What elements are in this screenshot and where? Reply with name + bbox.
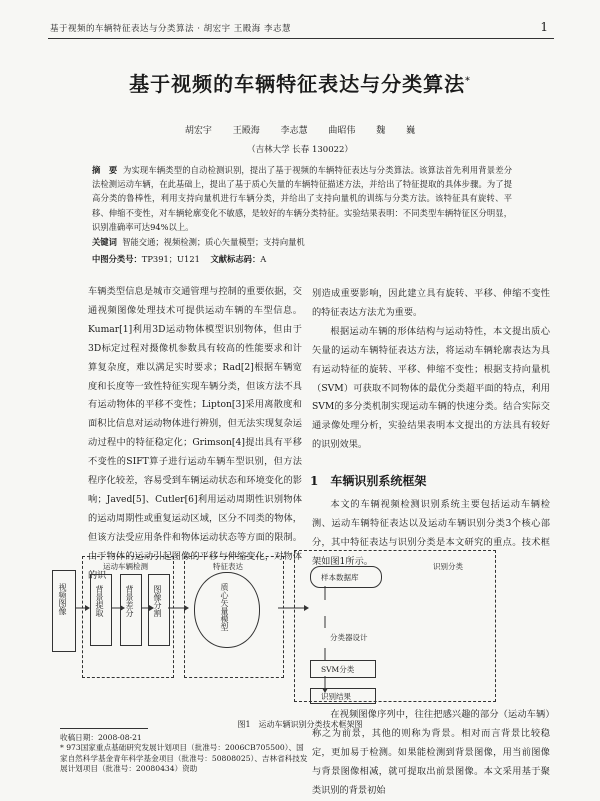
input-video-label: 视频图像 (58, 583, 67, 615)
body-right-para-2: 根据运动车辆的形体结构与运动特性，本文提出质心矢量的运动车辆特征表达方法，将运动车辆轮廓表达为具有运动特征的旋转、平移、伸缩不变性；根据支持向量机（SVM）可获取不同物体的最优分类超平面的特点，利用SVM的多分类机制实现运动车辆的快速分类。结合实际交通录像处理分析，实验结果表明本文提出的方法具有较好的识别效果。 (312, 325, 550, 451)
title-text: 基于视频的车辆特征表达与分类算法 (129, 72, 466, 96)
image-segmentation-box (148, 574, 170, 646)
sample-database-box (310, 566, 382, 588)
body-right-para-3: 本文的车辆视频检测识别系统主要包括运动车辆检测、运动车辆特征表达以及运动车辆识别分类3个核心部分，其中特征表达与识别分类是本文研究的重点。技术框架如图1所示。 (312, 499, 550, 567)
doc-code-label: 文献标志码： (210, 254, 261, 264)
clc-value: TP391；U121 (141, 254, 200, 264)
abstract-label: 摘 要 (92, 165, 118, 175)
keywords (92, 236, 512, 248)
body-right-para-4: 在视频图像序列中，往往把感兴趣的部分（运动车辆）称之为前景，其他的则称为背景。相对而言背景比较稳定，更加易于检测。如果能检测到背景图像，用当前图像与背景图像相减，就可提取出前景图像。本文采用基于聚类识别的背景初始 (312, 709, 550, 796)
background-extraction-label: 背景提取 (95, 585, 104, 617)
background-extraction-box (90, 574, 112, 646)
input-video-box (52, 570, 76, 652)
body-left-paragraph: 车辆类型信息是城市交通管理与控制的重要依据，交通视频图像处理技术可提供运动车辆的车型信息。Kumar[1]利用3D运动物体模型识别物体，但由于3D标定过程对摄像机参数具有较高的性能要求和计算复杂度，难以满足实时要求；Rad[2]根据车辆宽度和长度等一致性特征实现车辆分类，但该方法不具有运动物体的平移不变性；Lipton[3]采用离散度和面积比信息对运动物体进行辨别，但无法实现复杂运动过程中的特征稳定化；Grimson[4]提出具有平移不变性的SIFT算子进行运动车辆车型识别，但方法程序化较差，容易受到车辆运动状态和环境变化的影响；Javed[5]、Cutler[6]利用运动周期性识别物体的运动周期性或重复运动区域，区分不同类的物体，但该方法受应用条件和物体运动状态等方面的限制。由于物体的运动引起图像的平移与伸缩变化，对物体的识 (88, 286, 302, 581)
figure-caption: 图1 运动车辆识别分类技术框架图 (237, 720, 363, 729)
keywords-text: 智能交通；视频检测；质心矢量模型；支持向量机 (122, 237, 305, 247)
keywords-label: 关键词 (92, 237, 117, 247)
received-date: 收稿日期：2008-08-21 (60, 733, 142, 742)
affiliation: （吉林大学 长春 130022） (247, 145, 353, 155)
detection-group-label: 运动车辆检测 (103, 562, 148, 571)
abstract (92, 163, 512, 234)
paper-title (0, 68, 600, 97)
background-diff-label: 背景差分 (125, 585, 134, 617)
recognition-group-label: 识别分类 (433, 562, 463, 571)
body-right-para-1: 别造成重要影响，因此建立具有旋转、平移、伸缩不变性的特征表达方法尤为重要。 (312, 288, 550, 318)
body-right-column (312, 285, 550, 455)
svm-classification-box (310, 660, 376, 678)
footnote (60, 733, 310, 775)
result-box (310, 688, 376, 704)
centroid-vector-label: 质心矢量模型 (220, 583, 229, 631)
doc-code-value: A (260, 254, 267, 264)
title-footnote-mark: * (465, 76, 471, 87)
header-rule (48, 38, 554, 39)
centroid-vector-box (194, 572, 260, 648)
page-number: 1 (540, 20, 548, 34)
figure-1 (48, 548, 554, 708)
author-list: 胡宏宇 王殿海 李志慧 曲昭伟 魏 巍 (184, 126, 416, 136)
classifier-design-label: 分类器设计 (330, 633, 368, 642)
sample-database-label: 样本数据库 (321, 573, 359, 582)
abstract-text: 为实现车辆类型的自动检测识别，提出了基于视频的车辆特征表达与分类算法。该算法首先利用背景差分法检测运动车辆，在此基础上，提出了基于质心矢量的车辆特征描述方法，并给出了特征提取的具体步骤。为了提高分类的鲁棒性，利用支持向量机进行车辆分类，并给出了支持向量机的训练与分类方法。该特征具有旋转、平移、伸缩不变性，对车辆轮廓变化不敏感，是较好的车辆分类特征。实验结果表明：不同类型车辆特征区分明显，识别准确率可达94%以上。 (92, 165, 512, 232)
clc-label: 中图分类号： (92, 254, 142, 264)
funding-note: * 973国家重点基础研究发展计划项目（批准号：2006CB705500）、国家自然科学基金青年科学基金项目（批准号：50808025）、吉林省科技发展计划项目（批准号：20080434）资助 (60, 743, 308, 774)
background-diff-box (120, 574, 142, 646)
footnote-rule (60, 728, 148, 729)
section-heading: 1 车辆识别系统框架 (310, 474, 427, 488)
result-label: 识别结果 (321, 692, 351, 701)
feature-group-label: 特征表达 (213, 562, 243, 571)
image-segmentation-label: 图像分割 (153, 585, 162, 617)
svm-classification-label: SVM分类 (321, 665, 355, 674)
running-header: 基于视频的车辆特征表达与分类算法 · 胡宏宇 王殿海 李志慧 (50, 24, 292, 34)
classification-line (92, 253, 512, 265)
